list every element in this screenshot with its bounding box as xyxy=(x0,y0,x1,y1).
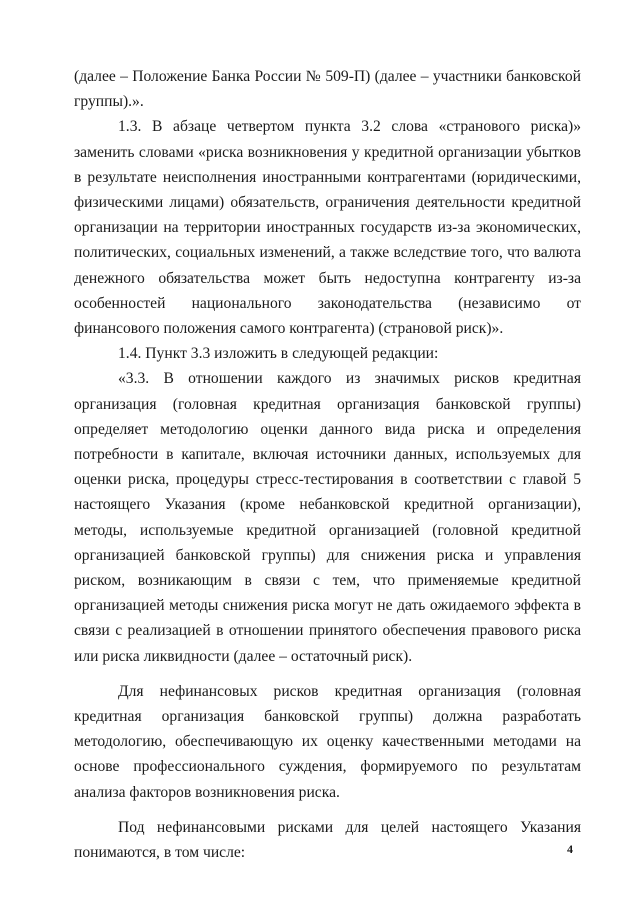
paragraph-item-3-3: «3.3. В отношении каждого из значимых рисков кредитная организация (головная кредитная организация банковской группы) определяет методологию оценки данного вида риска и определения потребности в капитале, включая источники данных, используемых для оценки риска, процедуры стресс-тестирования в соответствии с главой 5 настоящего Указания (кроме небанковской кредитной организации), методы, используемые кредитной организацией (головной кредитной организацией банковской группы) для снижения риска и управления риском, возникающим в связи с тем, что применяемые кредитной организацией методы снижения риска могут не дать ожидаемого эффекта в связи с реализацией в отношении принятого обеспечения правового риска или риска ликвидности (далее – остаточный риск). xyxy=(74,370,581,665)
page-number: 4 xyxy=(567,842,573,856)
paragraph-continuation: (далее – Положение Банка России № 509-П) (далее – участники банковской группы).». xyxy=(74,68,581,111)
document-page xyxy=(74,64,581,865)
paragraph-nonfinancial-risks: Для нефинансовых рисков кредитная организация (головная кредитная организация банковской группы) должна разработать методологию, обеспечивающую их оценку качественными методами на основе профессионального суждения, формируемого по результатам анализа факторов возникновения риска. xyxy=(74,682,581,801)
paragraph-nonfinancial-definition: Под нефинансовыми рисками для целей настоящего Указания понимаются, в том числе: xyxy=(74,818,581,862)
paragraph-item-1-4: 1.4. Пункт 3.3 изложить в следующей редакции: xyxy=(118,345,439,363)
paragraph-item-1-3: 1.3. В абзаце четвертом пункта 3.2 слова «странового риска)» заменить словами «риска возникновения у кредитной организации убытков в результате неисполнения иностранными контрагентами (юридическими, физическими лицами) обязательств, ограничения деятельности кредитной организации на территории иностранных государств из-за экономических, политических, социальных изменений, а также вследствие того, что валюта денежного обязательства может быть недоступна контрагенту из-за особенностей национального законодательства (независимо от финансового положения самого контрагента) (страновой риск)». xyxy=(74,118,581,338)
